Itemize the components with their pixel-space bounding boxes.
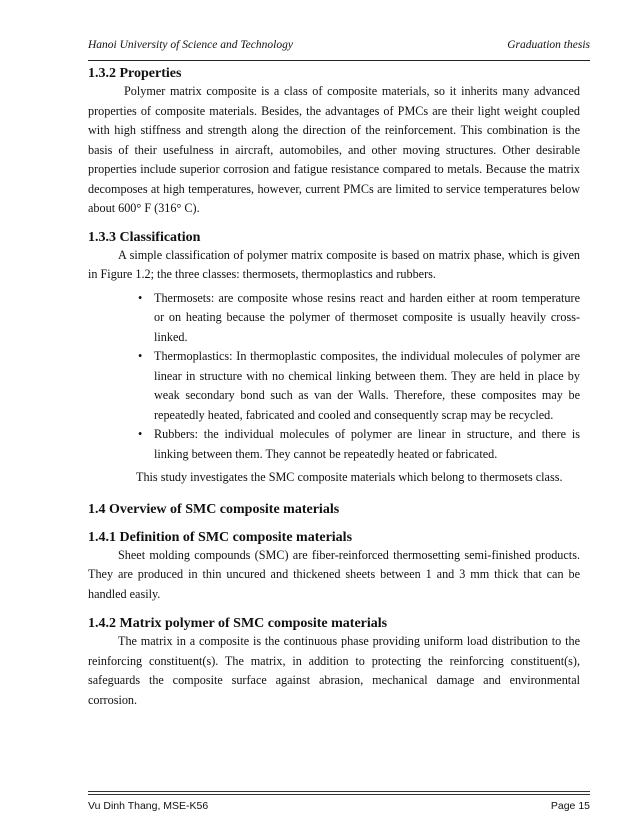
paragraph-properties: Polymer matrix composite is a class of composite materials, so it inherits many advanced properties of composite materials. Besides, the advantages of PMCs are their light weight coupled with high stiffness and strength along the direction of the reinforcement. This combination is the basis of their usefulness in aircraft, automobiles, and other moving structures. Other desirable properties include superior corrosion and fatigue resistance compared to metals. Because the matrix decomposes at high temperatures, however, current PMCs are limited to service temperatures below about 600° F (316° C). bbox=[88, 84, 580, 215]
section-title-1-4-1: 1.4.1 Definition of SMC composite materials bbox=[88, 529, 353, 545]
bullet-icon: • bbox=[138, 349, 143, 363]
footer-rule-thin bbox=[88, 794, 590, 795]
classification-list bbox=[88, 289, 580, 465]
section-title-1-4: 1.4 Overview of SMC composite materials bbox=[88, 501, 340, 517]
page-number: Page 15 bbox=[550, 800, 590, 812]
header-institution: Hanoi University of Science and Technology bbox=[88, 39, 293, 51]
list-item-thermosets: • Thermosets: are composite whose resins react and harden either at room temperature or on heating because the polymer of thermoset composite is usually heavily cross-linked. bbox=[138, 290, 580, 344]
bullet-icon: • bbox=[138, 290, 143, 305]
paragraph-matrix-polymer: The matrix in a composite is the continuous phase providing uniform load distribution to the reinforcing constituent(s). The matrix, in addition to protecting the reinforcing constituent(s), safeguards the composite surface against abrasion, mechanical damage and environmental corrosion. bbox=[88, 634, 580, 707]
footer-author: Vu Dinh Thang, MSE-K56 bbox=[88, 800, 209, 812]
page-body bbox=[88, 66, 580, 710]
paragraph-classification-closing: This study investigates the SMC composite materials which belong to thermosets class. bbox=[136, 470, 563, 484]
page-header bbox=[88, 39, 590, 59]
section-title-1-3-3: 1.3.3 Classification bbox=[88, 229, 201, 245]
header-rule bbox=[88, 60, 590, 61]
section-title-1-3-2: 1.3.2 Properties bbox=[88, 66, 182, 81]
header-doc-type: Graduation thesis bbox=[507, 39, 590, 51]
list-item-thermoplastics: • Thermoplastics: In thermoplastic composites, the individual molecules of polymer are linear in structure with no chemical linking between them. They are held in place by weak secondary bond such as van der Walls. Therefore, these composites may be repeatedly heated, fabricated and cooled and consequently scrap may be recycled. bbox=[138, 349, 580, 422]
paragraph-classification-intro: A simple classification of polymer matrix composite is based on matrix phase, which is given in Figure 1.2; the three classes: thermosets, thermoplastics and rubbers. bbox=[88, 247, 580, 281]
page-footer bbox=[88, 800, 590, 812]
paragraph-smc-definition: Sheet molding compounds (SMC) are fiber-reinforced thermosetting semi-finished products. They are produced in thin uncured and thickened sheets between 1 and 3 mm thick that can be handled easily. bbox=[88, 547, 580, 601]
section-title-1-4-2: 1.4.2 Matrix polymer of SMC composite materials bbox=[88, 616, 388, 631]
bullet-icon: • bbox=[138, 427, 143, 441]
list-item-rubbers: • Rubbers: the individual molecules of polymer are linear in structure, and there is linking between them. They cannot be repeatedly heated or fabricated. bbox=[138, 427, 580, 461]
footer-rule bbox=[88, 791, 590, 792]
